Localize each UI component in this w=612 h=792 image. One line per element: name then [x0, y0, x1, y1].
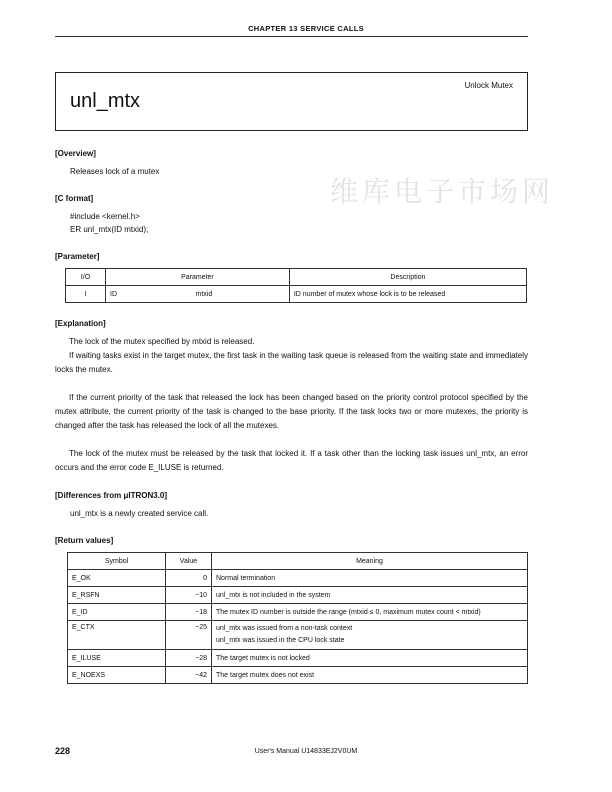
table-row	[68, 587, 528, 604]
parameter-heading: [Parameter]	[55, 252, 100, 261]
explanation-section	[55, 318, 528, 475]
paragraph: If waiting tasks exist in the target mutex, the first task in the waiting task queue is released from the waiting state and immediately locks the mutex.	[55, 351, 528, 374]
title-box	[55, 72, 528, 131]
paragraph: The lock of the mutex must be released by the task that locked it. If a task other than the locking task issues unl_mtx, an error occurs and the error code E_ILUSE is returned.	[55, 449, 528, 472]
symbol-cell: E_RSFN	[68, 587, 166, 604]
overview-section	[55, 148, 528, 178]
page-number: 228	[55, 746, 71, 756]
table-row	[68, 650, 528, 667]
meaning-cell: Normal termination	[212, 570, 528, 587]
c-format-line: #include <kernel.h>	[70, 212, 140, 221]
explanation-text	[55, 335, 528, 475]
watermark: 维库电子市场网	[330, 175, 555, 208]
return-values-heading: [Return values]	[55, 536, 114, 545]
table-row	[68, 604, 528, 621]
name-cell: mtxid	[176, 286, 290, 303]
meaning-line: unl_mtx was issued from a non-task context	[216, 625, 353, 632]
symbol-cell: E_ILUSE	[68, 650, 166, 667]
value-cell: 0	[166, 570, 212, 587]
meaning-cell	[212, 621, 528, 650]
value-cell: −28	[166, 650, 212, 667]
c-format-line: ER unl_mtx(ID mtxid);	[70, 225, 149, 234]
col-header: Meaning	[212, 553, 528, 570]
parameter-section	[55, 251, 528, 303]
symbol-cell: E_ID	[68, 604, 166, 621]
meaning-cell: The target mutex does not exist	[212, 667, 528, 684]
page-subtitle: Unlock Mutex	[464, 81, 513, 90]
table-row	[68, 667, 528, 684]
symbol-cell: E_CTX	[68, 621, 166, 650]
table-header-row	[66, 269, 527, 286]
col-header: Parameter	[106, 269, 290, 286]
table-header-row	[68, 553, 528, 570]
col-header: Description	[289, 269, 526, 286]
differences-section	[55, 490, 528, 520]
value-cell: −25	[166, 621, 212, 650]
meaning-cell: The target mutex is not locked	[212, 650, 528, 667]
manual-id: User's Manual U14833EJ2V0UM	[254, 748, 358, 755]
value-cell: −42	[166, 667, 212, 684]
io-cell: I	[66, 286, 106, 303]
meaning-cell: The mutex ID number is outside the range (mtxid ≤ 0, maximum mutex count < mtxid)	[212, 604, 528, 621]
explanation-heading: [Explanation]	[55, 319, 106, 328]
col-header: Value	[166, 553, 212, 570]
paragraph: If the current priority of the task that released the lock has been changed based on the priority control protocol specified by the mutex attribute, the current priority of the task is changed to the base priority. If the task locks two or more mutexes, the priority is changed after the task has released the lock of all the mutexes.	[55, 393, 528, 430]
overview-text: Releases lock of a mutex	[70, 167, 160, 176]
desc-cell: ID number of mutex whose lock is to be released	[289, 286, 526, 303]
differences-heading: [Differences from μITRON3.0]	[55, 491, 168, 500]
parameter-table	[65, 268, 527, 303]
header-rule	[55, 36, 528, 37]
col-header: I/O	[66, 269, 106, 286]
table-row	[68, 570, 528, 587]
c-format-section	[55, 193, 528, 236]
chapter-header: CHAPTER 13 SERVICE CALLS	[248, 24, 364, 33]
paragraph: The lock of the mutex specified by mtxid is released.	[69, 337, 255, 346]
differences-text: unl_mtx is a newly created service call.	[70, 509, 209, 518]
return-values-section	[55, 535, 528, 684]
col-header: Symbol	[68, 553, 166, 570]
value-cell: −10	[166, 587, 212, 604]
page-title: unl_mtx	[70, 90, 141, 112]
symbol-cell: E_OK	[68, 570, 166, 587]
table-row	[66, 286, 527, 303]
page-content	[55, 148, 528, 684]
type-cell: ID	[106, 286, 176, 303]
value-cell: −18	[166, 604, 212, 621]
symbol-cell: E_NOEXS	[68, 667, 166, 684]
meaning-line: unl_mtx was issued in the CPU lock state	[216, 637, 345, 644]
table-row	[68, 621, 528, 650]
return-values-table	[67, 552, 528, 684]
overview-heading: [Overview]	[55, 149, 96, 158]
meaning-cell: unl_mtx is not included in the system	[212, 587, 528, 604]
c-format-heading: [C format]	[55, 194, 94, 203]
